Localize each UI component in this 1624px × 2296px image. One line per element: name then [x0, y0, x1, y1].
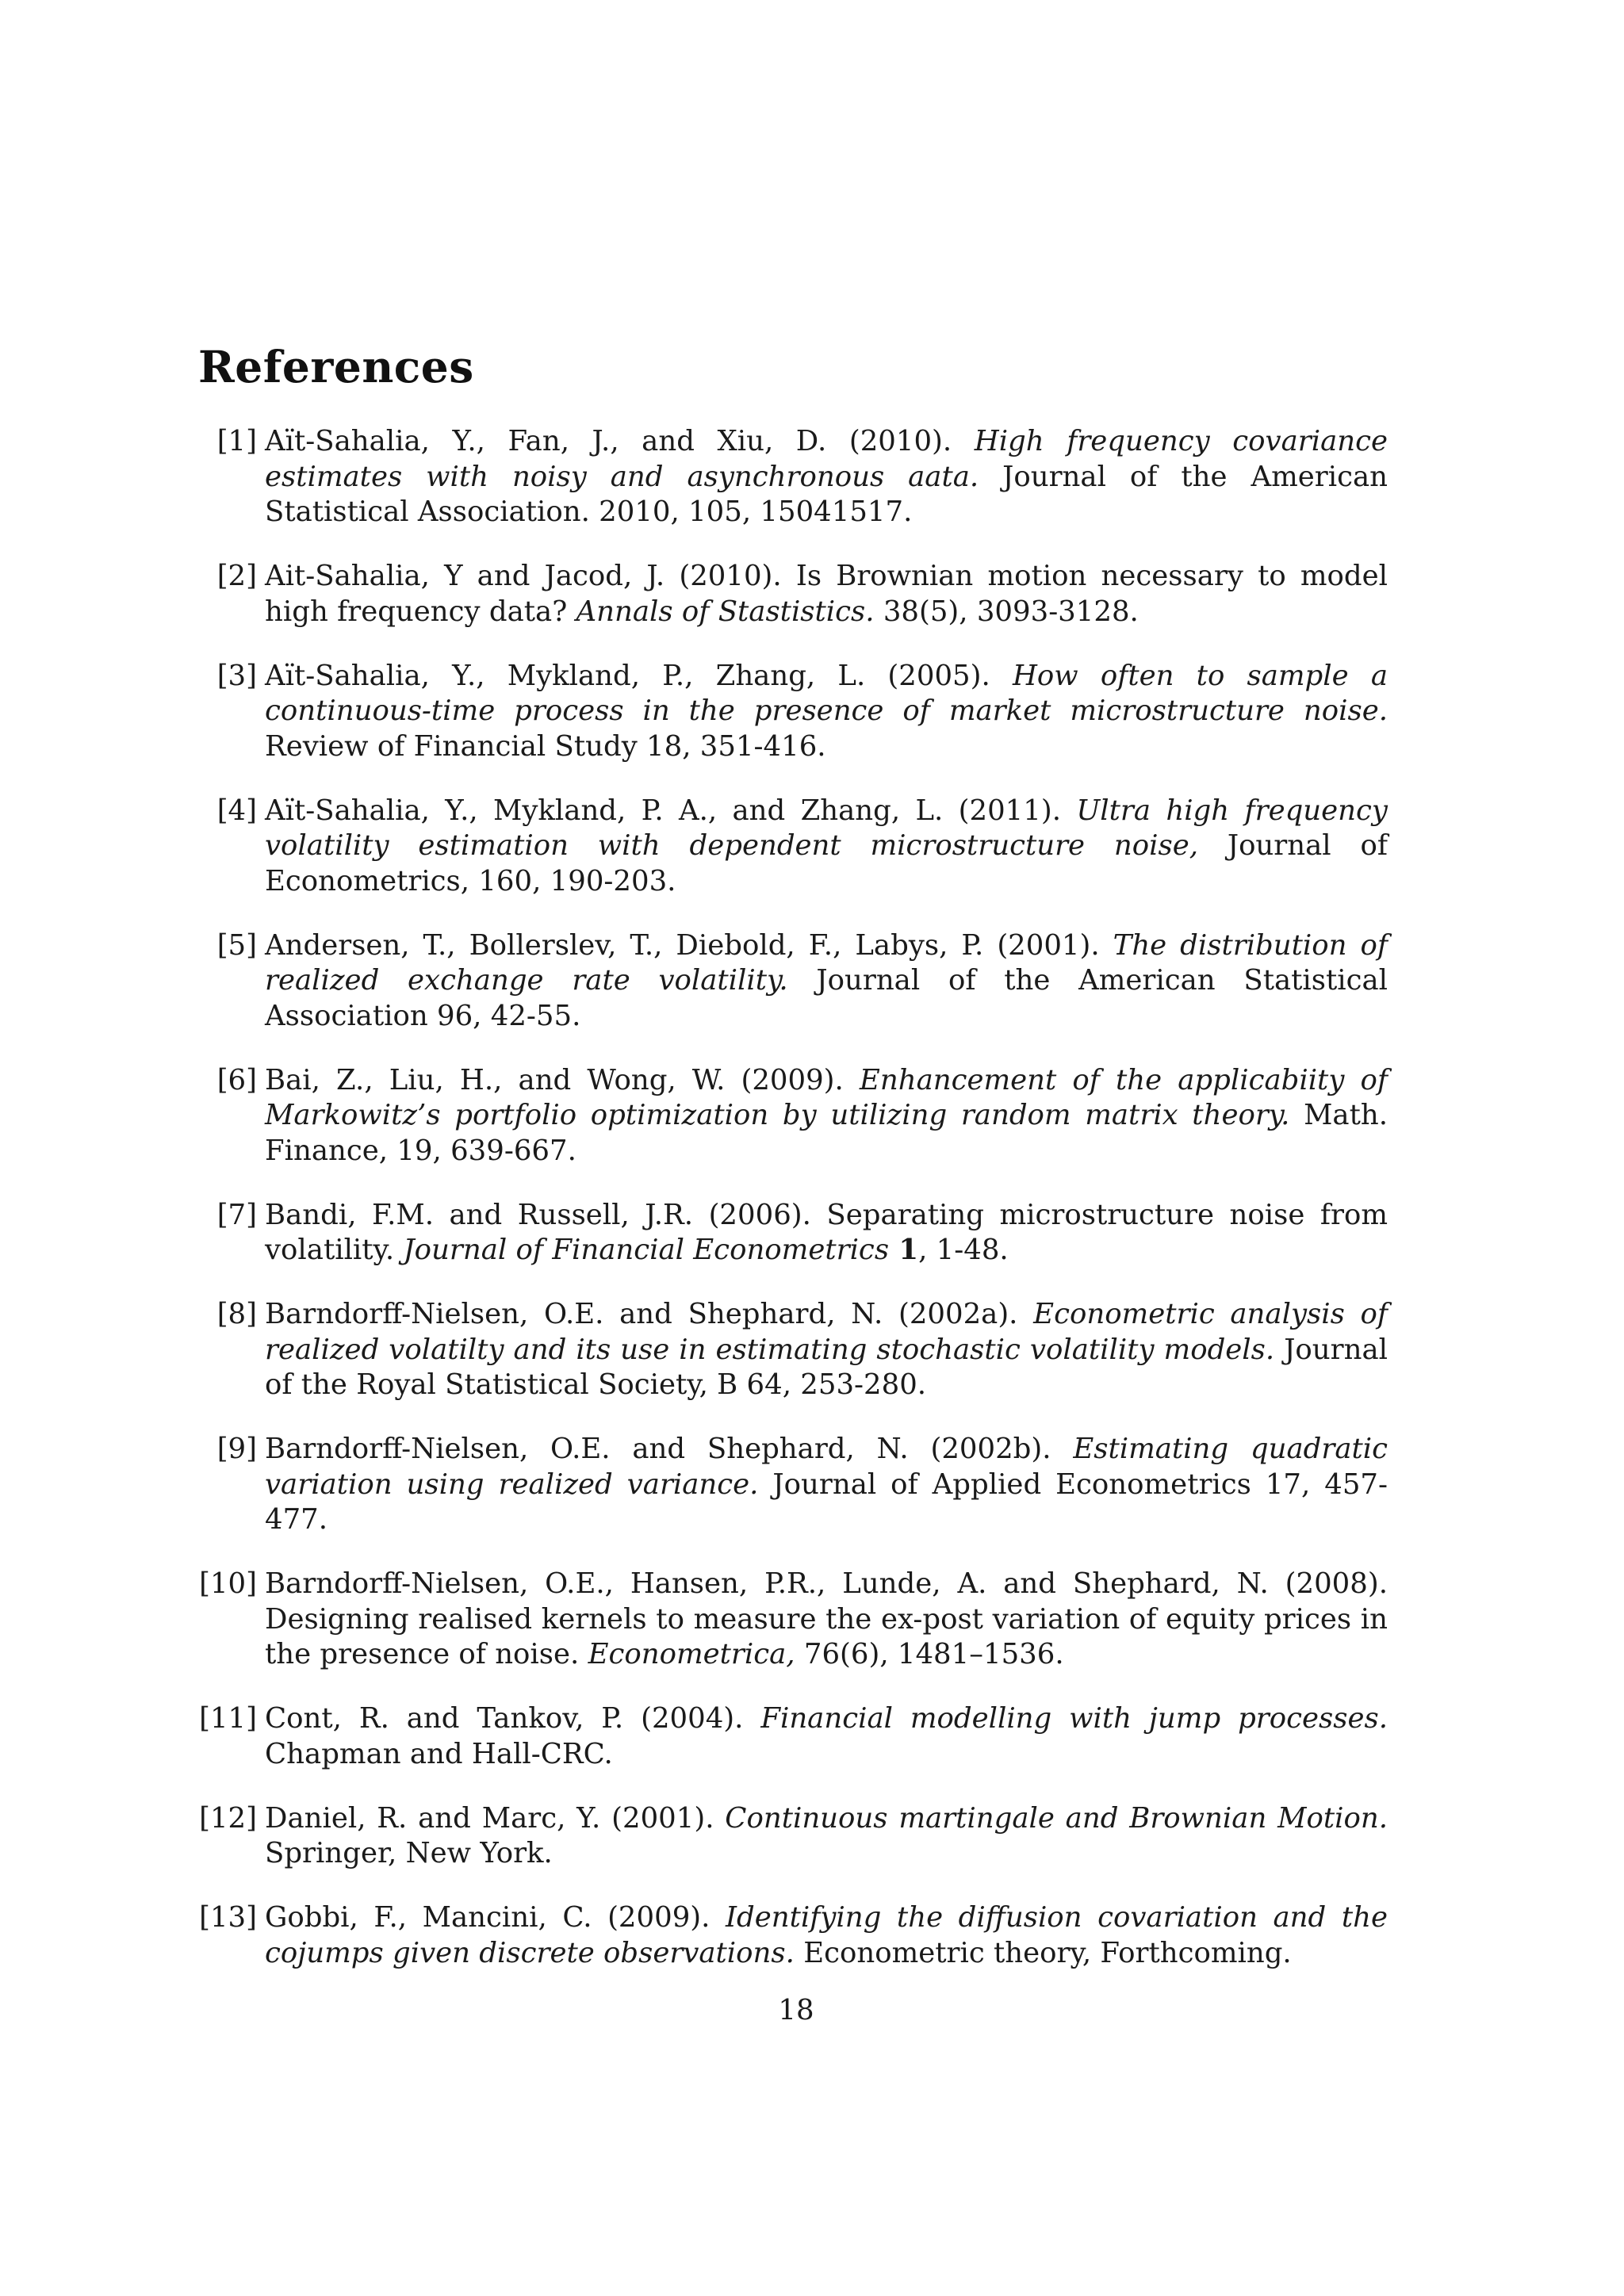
reference-authors: Cont, R. and Tankov, P. (2004).	[265, 1702, 761, 1735]
reference-item	[198, 424, 1388, 530]
reference-label: [10]	[199, 1567, 257, 1600]
reference-item	[198, 1063, 1388, 1169]
reference-authors: Barndorff-Nielsen, O.E. and Shephard, N. (2002a).	[265, 1298, 1034, 1330]
reference-authors: Barndorff-Nielsen, O.E. and Shephard, N. (2002b).	[265, 1433, 1074, 1465]
reference-title: Ultra high frequency volatility estimation with dependent microstructure noise,	[265, 794, 1388, 862]
reference-volume: 1	[889, 1234, 919, 1266]
reference-item	[198, 928, 1388, 1035]
reference-title: High frequency covariance estimates with noisy and asynchronous aata.	[265, 425, 1388, 493]
reference-authors: Ait-Sahalia, Y and Jacod, J. (2010). Is Brownian motion necessary to model high frequency data?	[265, 560, 1388, 628]
reference-title: Estimating quadratic variation using realized variance.	[265, 1433, 1388, 1501]
reference-title: The distribution of realized exchange rate volatility.	[265, 928, 1388, 997]
references-heading: References	[198, 341, 474, 392]
reference-title: How often to sample a continuous-time process in the presence of market microstructure noise.	[265, 659, 1388, 727]
reference-label: [4]	[216, 794, 257, 827]
reference-source: , 1-48.	[918, 1234, 1009, 1266]
reference-authors: Aït-Sahalia, Y., Fan, J., and Xiu, D. (2010).	[265, 425, 975, 457]
reference-text	[265, 1802, 1388, 1870]
reference-text	[265, 1901, 1388, 1969]
reference-source: 76(6), 1481–1536.	[795, 1638, 1064, 1670]
reference-text	[265, 1064, 1388, 1167]
reference-text	[265, 929, 1388, 1032]
reference-label: [6]	[216, 1063, 257, 1096]
reference-authors: Gobbi, F., Mancini, C. (2009).	[265, 1901, 726, 1934]
reference-label: [7]	[216, 1198, 257, 1231]
reference-item	[198, 1297, 1388, 1403]
reference-label: [8]	[216, 1298, 257, 1330]
page-number: 18	[778, 1994, 814, 2026]
reference-source: Springer, New York.	[265, 1837, 553, 1869]
reference-text	[265, 560, 1388, 628]
reference-title: Identifying the diffusion covariation and the cojumps given discrete observations.	[265, 1901, 1388, 1969]
reference-source: Journal of the American Statistical Association. 2010, 105, 15041517.	[265, 460, 1388, 528]
reference-journal: Journal of Financial Econometrics	[403, 1234, 890, 1266]
reference-item	[198, 1567, 1388, 1673]
reference-journal: Econometrica,	[588, 1638, 795, 1670]
reference-item	[198, 1801, 1388, 1872]
reference-text	[265, 660, 1388, 763]
reference-title: Enhancement of the applicabiity of Markowitz’s portfolio optimization by utilizing random matrix theory.	[265, 1063, 1388, 1131]
reference-item	[198, 794, 1388, 900]
reference-list	[198, 424, 1388, 2000]
reference-label: [2]	[216, 560, 257, 592]
reference-source: Journal of Applied Econometrics 17, 457-477.	[265, 1468, 1388, 1536]
reference-authors: Daniel, R. and Marc, Y. (2001).	[265, 1801, 726, 1835]
reference-label: [11]	[199, 1702, 257, 1735]
reference-source: Journal of Econometrics, 160, 190-203.	[265, 829, 1388, 897]
reference-label: [12]	[199, 1801, 257, 1835]
reference-source: 38(5), 3093-3128.	[874, 595, 1139, 628]
reference-item	[198, 1198, 1388, 1269]
reference-item	[198, 1432, 1388, 1538]
reference-journal: Annals of Stastistics.	[576, 595, 875, 628]
reference-text	[265, 794, 1388, 897]
reference-text	[265, 1567, 1388, 1670]
reference-authors: Andersen, T., Bollerslev, T., Diebold, F., Labys, P. (2001).	[265, 928, 1113, 962]
reference-authors: Bandi, F.M. and Russell, J.R. (2006). Separating microstructure noise from volatility.	[265, 1198, 1388, 1266]
reference-authors: Barndorff-Nielsen, O.E., Hansen, P.R., Lunde, A. and Shephard, N. (2008). Designing realised kernels to measure the ex-post variation of equity prices in the presence of noise.	[265, 1567, 1388, 1670]
reference-authors: Aït-Sahalia, Y., Mykland, P., Zhang, L. (2005).	[265, 659, 1013, 692]
reference-title: Econometric analysis of realized volatilty and its use in estimating stochastic volatility models.	[265, 1298, 1388, 1366]
reference-source: Review of Financial Study 18, 351-416.	[265, 729, 826, 763]
reference-source: Math. Finance, 19, 639-667.	[265, 1099, 1388, 1167]
reference-item	[198, 559, 1388, 629]
reference-label: [13]	[199, 1901, 257, 1934]
reference-title: Continuous martingale and Brownian Motion.	[725, 1801, 1388, 1835]
reference-label: [3]	[216, 659, 257, 692]
reference-item	[198, 1900, 1388, 1971]
reference-text	[265, 1298, 1388, 1401]
reference-label: [5]	[216, 928, 257, 962]
reference-title: Financial modelling with jump processes.	[760, 1702, 1388, 1735]
reference-source: Econometric theory, Forthcoming.	[794, 1936, 1292, 1969]
reference-label: [9]	[216, 1433, 257, 1465]
reference-text	[265, 1702, 1388, 1770]
reference-text	[265, 1433, 1388, 1536]
reference-item	[198, 1701, 1388, 1772]
reference-text	[265, 425, 1388, 528]
reference-text	[265, 1199, 1388, 1267]
reference-item	[198, 659, 1388, 765]
reference-authors: Aït-Sahalia, Y., Mykland, P. A., and Zhang, L. (2011).	[265, 794, 1077, 827]
reference-source: Chapman and Hall-CRC.	[265, 1737, 613, 1770]
reference-source: Journal of the American Statistical Association 96, 42-55.	[265, 964, 1388, 1032]
reference-authors: Bai, Z., Liu, H., and Wong, W. (2009).	[265, 1063, 860, 1096]
reference-source: Journal of the Royal Statistical Society, B 64, 253-280.	[265, 1333, 1388, 1401]
reference-label: [1]	[216, 425, 257, 457]
